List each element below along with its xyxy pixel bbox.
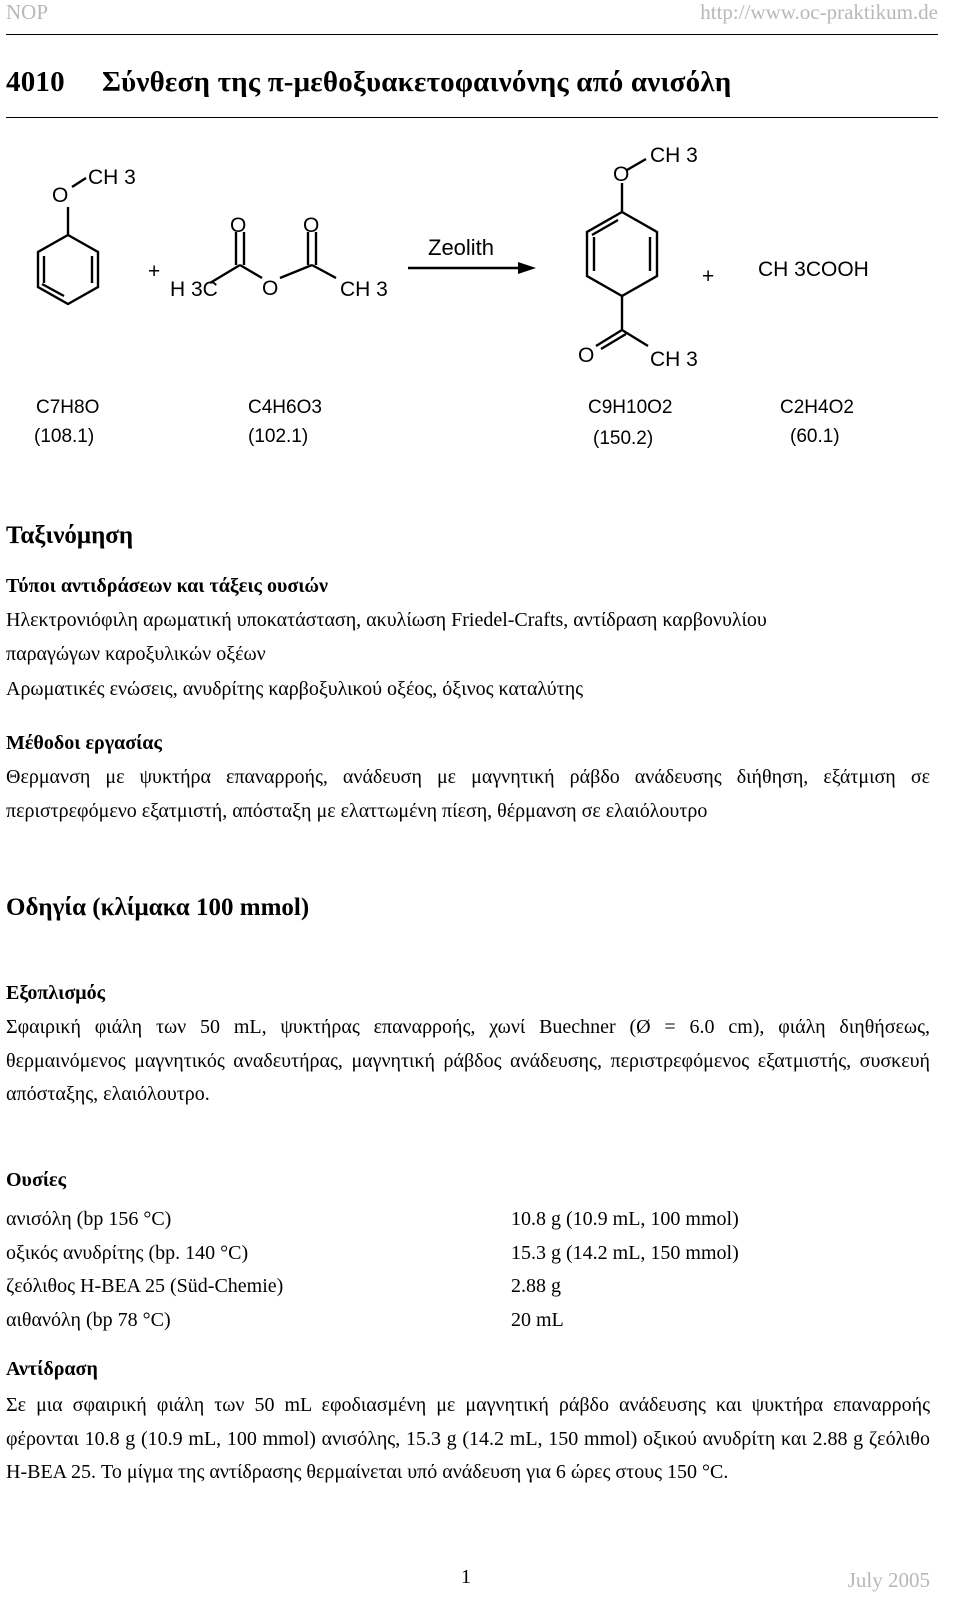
subheading-reaction-types: Τύποι αντιδράσεων και τάξεις ουσιών [6, 575, 328, 597]
atom-label: O [230, 214, 247, 237]
molar-mass: (60.1) [790, 426, 840, 447]
arrow-head [518, 262, 536, 274]
plus-sign: + [148, 260, 161, 283]
header-rule [6, 34, 938, 35]
molar-mass: (102.1) [248, 426, 309, 447]
substance-row [6, 1270, 739, 1304]
substance-row [6, 1304, 739, 1338]
substance-amount: 20 mL [511, 1308, 564, 1331]
formula: C2H4O2 [780, 397, 854, 418]
methods-text: Θερμανση με ψυκτήρα επαναρροής, ανάδευση με μαγνητική ράβδο ανάδευσης διήθηση, εξάτμιση σε περιστρεφόμενο εξατμιστή, απόσταξη με ελαττωμένη πίεση, θέρμανση σε ελαιόλουτρο [6, 766, 930, 822]
experiment-title: Σύνθεση της π-μεθοξυακετοφαινόνης από ανισόλη [102, 66, 732, 98]
anhydride-structure [210, 232, 336, 283]
molar-mass: (150.2) [593, 428, 654, 449]
substance-row [6, 1237, 739, 1271]
title-rule [6, 117, 938, 118]
substance-classes-text: Αρωματικές ενώσεις, ανυδρίτης καρβοξυλικού οξέος, όξινος καταλύτης [6, 678, 584, 700]
atom-label: O [303, 214, 320, 237]
header-url[interactable]: http://www.oc-praktikum.de [700, 0, 938, 24]
atom-label: CH 3 [88, 166, 136, 189]
atom-label: O [262, 277, 279, 300]
formula: C4H6O3 [248, 397, 322, 418]
substance-name: ζεόλιθος H-BEA 25 (Süd-Chemie) [6, 1275, 284, 1298]
equipment-text: Σφαιρική φιάλη των 50 mL, ψυκτήρας επαναρροής, χωνί Buechner (Ø = 6.0 cm), φιάλη διηθήσεως, θερμαινόμενος μαγνητικός αναδευτήρας, μαγνητική ράβδος ανάδευσης, περιστρεφόμενος εξατμιστής, συσκευή απόσταξης, ελαιόλουτρο. [6, 1016, 930, 1105]
atom-label: O [578, 344, 595, 367]
reaction-types-text: Ηλεκτρονιόφιλη αρωματική υποκατάσταση, ακυλίωση Friedel-Crafts, αντίδραση καρβονυλίου παραγώγων καροξυλικών οξέων [6, 609, 767, 665]
subheading-substances: Ουσίες [6, 1169, 66, 1191]
page-number: 1 [461, 1566, 471, 1588]
substance-name: ανισόλη (bp 156 °C) [6, 1208, 172, 1230]
footer-date: July 2005 [847, 1568, 930, 1592]
substance-amount: 15.3 g (14.2 mL, 150 mmol) [511, 1241, 739, 1264]
substance-name: αιθανόλη (bp 78 °C) [6, 1308, 171, 1331]
atom-label: H 3C [170, 278, 218, 301]
plus-sign: + [702, 265, 715, 288]
page-title [6, 66, 731, 99]
atom-label: CH 3 [650, 348, 698, 371]
subheading-equipment: Εξοπλισμός [6, 982, 106, 1004]
header-left-label: NOP [6, 0, 49, 24]
formula: C7H8O [36, 397, 100, 418]
subheading-reaction: Αντίδραση [6, 1358, 98, 1380]
atom-label: O [613, 163, 630, 186]
experiment-number: 4010 [6, 66, 65, 98]
atom-label: CH 3 [340, 278, 388, 301]
catalyst-label: Zeolith [428, 235, 495, 260]
product-structure [587, 159, 657, 349]
acetic-acid-label: CH 3COOH [758, 258, 869, 281]
reaction-scheme [0, 125, 960, 455]
molar-mass: (108.1) [34, 426, 95, 447]
reaction-text: Σε μια σφαιρική φιάλη των 50 mL εφοδιασμένη με μαγνητική ράβδο ανάδευσης και ψυκτήρα επαναρροής φέρονται 10.8 g (10.9 mL, 100 mmol) ανισόλης, 15.3 g (14.2 mL, 150 mmol) οξικού ανυδρίτη και 2.88 g ζεόλιθο H-BEA 25. Το μίγμα της αντίδρασης θερμαίνεται υπό ανάδευση για 6 ώρες στους 150 °C. [6, 1394, 930, 1483]
substance-amount: 10.8 g (10.9 mL, 100 mmol) [511, 1208, 739, 1230]
formula: C9H10O2 [588, 397, 673, 418]
subheading-methods: Μέθοδοι εργασίας [6, 732, 162, 754]
substances-table [6, 1203, 739, 1337]
substance-row [6, 1203, 739, 1237]
section-heading-classification: Ταξινόμηση [6, 522, 134, 549]
substance-amount: 2.88 g [511, 1275, 561, 1298]
substance-name: οξικός ανυδρίτης (bp. 140 °C) [6, 1241, 249, 1264]
atom-label: CH 3 [650, 144, 698, 167]
section-heading-instructions: Οδηγία (κλίμακα 100 mmol) [6, 894, 310, 921]
atom-label: O [52, 184, 69, 207]
